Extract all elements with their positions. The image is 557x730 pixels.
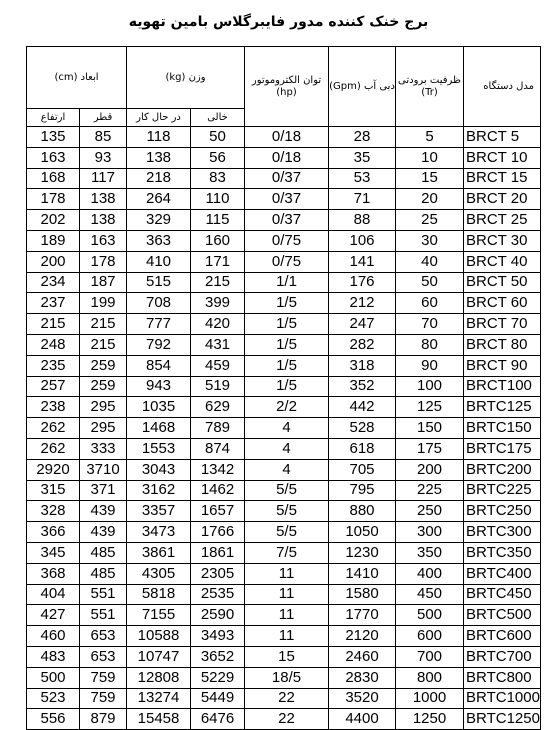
cell-height: 460	[27, 626, 80, 647]
cell-diameter: 85	[80, 127, 127, 148]
cell-model: BRTC800	[464, 667, 541, 688]
cell-weight-operating: 708	[127, 293, 191, 314]
cell-flow: 318	[329, 355, 396, 376]
cell-capacity: 90	[396, 355, 464, 376]
cell-diameter: 653	[80, 646, 127, 667]
cell-height: 262	[27, 418, 80, 439]
cell-power: 18/5	[245, 667, 329, 688]
header-weight-empty: خالی	[191, 109, 245, 127]
cell-flow: 528	[329, 418, 396, 439]
cell-height: 500	[27, 667, 80, 688]
cell-weight-operating: 854	[127, 355, 191, 376]
cell-weight-operating: 792	[127, 334, 191, 355]
cell-flow: 88	[329, 210, 396, 231]
cell-weight-empty: 2535	[191, 584, 245, 605]
cell-model: BRCT 90	[464, 355, 541, 376]
cell-flow: 1770	[329, 605, 396, 626]
cell-height: 248	[27, 334, 80, 355]
cell-power: 15	[245, 646, 329, 667]
header-weight: وزن (kg)	[127, 47, 245, 109]
cell-power: 0/37	[245, 189, 329, 210]
cell-height: 234	[27, 272, 80, 293]
cell-height: 168	[27, 168, 80, 189]
cell-model: BRTC225	[464, 480, 541, 501]
cell-flow: 1580	[329, 584, 396, 605]
cell-flow: 2830	[329, 667, 396, 688]
cell-model: BRTC1000	[464, 688, 541, 709]
cell-height: 262	[27, 438, 80, 459]
cell-capacity: 700	[396, 646, 464, 667]
cell-power: 22	[245, 709, 329, 730]
table-row	[27, 147, 541, 168]
cell-flow: 1410	[329, 563, 396, 584]
cell-flow: 705	[329, 459, 396, 480]
cell-flow: 2460	[329, 646, 396, 667]
cell-model: BRCT 80	[464, 334, 541, 355]
cell-power: 0/37	[245, 168, 329, 189]
cell-diameter: 163	[80, 230, 127, 251]
cell-flow: 4400	[329, 709, 396, 730]
cell-capacity: 600	[396, 626, 464, 647]
cell-flow: 880	[329, 501, 396, 522]
cell-power: 11	[245, 563, 329, 584]
table-row	[27, 542, 541, 563]
cell-weight-empty: 789	[191, 418, 245, 439]
cell-height: 237	[27, 293, 80, 314]
table-row	[27, 127, 541, 148]
cell-capacity: 800	[396, 667, 464, 688]
cell-capacity: 400	[396, 563, 464, 584]
cell-height: 257	[27, 376, 80, 397]
cell-height: 215	[27, 314, 80, 335]
cell-capacity: 350	[396, 542, 464, 563]
cell-diameter: 215	[80, 334, 127, 355]
cell-model: BRCT 60	[464, 293, 541, 314]
cell-weight-operating: 777	[127, 314, 191, 335]
cell-height: 2920	[27, 459, 80, 480]
cell-weight-operating: 10588	[127, 626, 191, 647]
cell-diameter: 259	[80, 376, 127, 397]
cell-weight-empty: 459	[191, 355, 245, 376]
cell-weight-operating: 264	[127, 189, 191, 210]
cell-capacity: 50	[396, 272, 464, 293]
cell-diameter: 117	[80, 168, 127, 189]
page-title: برج خنک کننده مدور فایبرگلاس بامین تهویه	[128, 14, 429, 30]
cell-height: 315	[27, 480, 80, 501]
cell-power: 0/37	[245, 210, 329, 231]
cell-weight-operating: 5818	[127, 584, 191, 605]
cell-diameter: 295	[80, 418, 127, 439]
cell-power: 5/5	[245, 522, 329, 543]
cell-weight-empty: 3652	[191, 646, 245, 667]
cell-power: 2/2	[245, 397, 329, 418]
cell-flow: 1230	[329, 542, 396, 563]
cell-height: 483	[27, 646, 80, 667]
cell-diameter: 295	[80, 397, 127, 418]
cell-capacity: 1000	[396, 688, 464, 709]
cell-diameter: 485	[80, 563, 127, 584]
cell-diameter: 759	[80, 688, 127, 709]
cell-model: BRCT 5	[464, 127, 541, 148]
cell-diameter: 138	[80, 189, 127, 210]
cell-weight-operating: 410	[127, 251, 191, 272]
cell-weight-empty: 399	[191, 293, 245, 314]
cell-diameter: 215	[80, 314, 127, 335]
cell-weight-empty: 50	[191, 127, 245, 148]
cell-diameter: 653	[80, 626, 127, 647]
table-row	[27, 626, 541, 647]
cell-height: 556	[27, 709, 80, 730]
cell-weight-empty: 1861	[191, 542, 245, 563]
cell-model: BRTC600	[464, 626, 541, 647]
table-row	[27, 646, 541, 667]
cell-weight-operating: 218	[127, 168, 191, 189]
cell-model: BRTC500	[464, 605, 541, 626]
cell-diameter: 439	[80, 522, 127, 543]
cell-height: 235	[27, 355, 80, 376]
cell-flow: 618	[329, 438, 396, 459]
cell-capacity: 175	[396, 438, 464, 459]
cell-capacity: 500	[396, 605, 464, 626]
cell-height: 238	[27, 397, 80, 418]
cell-model: BRCT 40	[464, 251, 541, 272]
cell-flow: 795	[329, 480, 396, 501]
cell-diameter: 178	[80, 251, 127, 272]
cell-weight-empty: 115	[191, 210, 245, 231]
cell-weight-operating: 3043	[127, 459, 191, 480]
cell-model: BRCT 25	[464, 210, 541, 231]
cell-capacity: 10	[396, 147, 464, 168]
cell-flow: 176	[329, 272, 396, 293]
cell-height: 523	[27, 688, 80, 709]
cell-diameter: 138	[80, 210, 127, 231]
table-row	[27, 667, 541, 688]
cell-diameter: 879	[80, 709, 127, 730]
cell-diameter: 187	[80, 272, 127, 293]
cell-power: 4	[245, 418, 329, 439]
cell-capacity: 40	[396, 251, 464, 272]
cell-weight-operating: 3357	[127, 501, 191, 522]
cell-diameter: 333	[80, 438, 127, 459]
cell-power: 11	[245, 605, 329, 626]
cell-height: 368	[27, 563, 80, 584]
cell-weight-operating: 118	[127, 127, 191, 148]
table-row	[27, 272, 541, 293]
cell-weight-empty: 56	[191, 147, 245, 168]
table-row	[27, 314, 541, 335]
table-row	[27, 210, 541, 231]
cell-weight-empty: 171	[191, 251, 245, 272]
cell-capacity: 20	[396, 189, 464, 210]
cell-power: 0/18	[245, 127, 329, 148]
cell-capacity: 80	[396, 334, 464, 355]
cell-model: BRCT100	[464, 376, 541, 397]
table-row	[27, 168, 541, 189]
cell-diameter: 439	[80, 501, 127, 522]
cell-height: 202	[27, 210, 80, 231]
cell-weight-empty: 215	[191, 272, 245, 293]
cell-flow: 2120	[329, 626, 396, 647]
cell-diameter: 93	[80, 147, 127, 168]
cell-weight-empty: 1342	[191, 459, 245, 480]
cell-weight-empty: 160	[191, 230, 245, 251]
cell-weight-empty: 1766	[191, 522, 245, 543]
cell-power: 4	[245, 459, 329, 480]
cell-model: BRTC300	[464, 522, 541, 543]
cell-power: 1/5	[245, 376, 329, 397]
cell-capacity: 300	[396, 522, 464, 543]
table-row	[27, 251, 541, 272]
header-capacity: ظرفیت برودتی (Tr)	[396, 47, 464, 127]
cell-power: 11	[245, 584, 329, 605]
cell-weight-operating: 3861	[127, 542, 191, 563]
cell-capacity: 60	[396, 293, 464, 314]
cell-flow: 282	[329, 334, 396, 355]
cell-weight-operating: 1468	[127, 418, 191, 439]
cell-power: 0/75	[245, 251, 329, 272]
cell-capacity: 5	[396, 127, 464, 148]
cell-weight-operating: 943	[127, 376, 191, 397]
cell-power: 1/5	[245, 293, 329, 314]
cell-flow: 1050	[329, 522, 396, 543]
table-row	[27, 376, 541, 397]
cell-model: BRTC700	[464, 646, 541, 667]
table-row	[27, 501, 541, 522]
cell-power: 1/1	[245, 272, 329, 293]
cell-weight-operating: 3162	[127, 480, 191, 501]
cell-diameter: 551	[80, 584, 127, 605]
cell-capacity: 450	[396, 584, 464, 605]
cell-weight-empty: 3493	[191, 626, 245, 647]
cell-height: 178	[27, 189, 80, 210]
cell-diameter: 371	[80, 480, 127, 501]
cell-power: 1/5	[245, 314, 329, 335]
cell-capacity: 1250	[396, 709, 464, 730]
cell-flow: 247	[329, 314, 396, 335]
table-row	[27, 709, 541, 730]
cell-power: 7/5	[245, 542, 329, 563]
cell-model: BRTC450	[464, 584, 541, 605]
cell-power: 1/5	[245, 355, 329, 376]
cell-weight-operating: 329	[127, 210, 191, 231]
table-row	[27, 189, 541, 210]
cell-model: BRTC350	[464, 542, 541, 563]
table-row	[27, 522, 541, 543]
cell-height: 427	[27, 605, 80, 626]
cell-power: 22	[245, 688, 329, 709]
cell-capacity: 250	[396, 501, 464, 522]
cell-height: 404	[27, 584, 80, 605]
cell-diameter: 3710	[80, 459, 127, 480]
table-row	[27, 584, 541, 605]
cell-weight-empty: 6476	[191, 709, 245, 730]
cell-model: BRTC400	[464, 563, 541, 584]
cell-power: 4	[245, 438, 329, 459]
cell-model: BRCT 10	[464, 147, 541, 168]
header-flow: دبی آب (Gpm)	[329, 47, 396, 127]
cell-capacity: 70	[396, 314, 464, 335]
cell-model: BRCT 15	[464, 168, 541, 189]
cell-model: BRTC1250	[464, 709, 541, 730]
cell-weight-operating: 12808	[127, 667, 191, 688]
cell-height: 366	[27, 522, 80, 543]
cell-weight-empty: 5229	[191, 667, 245, 688]
cell-weight-operating: 363	[127, 230, 191, 251]
cell-diameter: 551	[80, 605, 127, 626]
cell-weight-operating: 138	[127, 147, 191, 168]
table-row	[27, 293, 541, 314]
cell-flow: 106	[329, 230, 396, 251]
cell-weight-operating: 515	[127, 272, 191, 293]
cell-diameter: 759	[80, 667, 127, 688]
cell-weight-operating: 1553	[127, 438, 191, 459]
cell-diameter: 199	[80, 293, 127, 314]
cell-weight-operating: 7155	[127, 605, 191, 626]
cell-weight-operating: 10747	[127, 646, 191, 667]
cell-model: BRCT 20	[464, 189, 541, 210]
cell-power: 5/5	[245, 480, 329, 501]
header-model: مدل دستگاه	[464, 47, 541, 127]
cell-height: 200	[27, 251, 80, 272]
cell-capacity: 225	[396, 480, 464, 501]
cell-height: 135	[27, 127, 80, 148]
cell-power: 11	[245, 626, 329, 647]
header-dimensions: ابعاد (cm)	[27, 47, 127, 109]
cell-capacity: 15	[396, 168, 464, 189]
cell-height: 189	[27, 230, 80, 251]
cell-weight-operating: 4305	[127, 563, 191, 584]
table-row	[27, 480, 541, 501]
cell-weight-empty: 2305	[191, 563, 245, 584]
cell-model: BRCT 30	[464, 230, 541, 251]
header-diameter: قطر	[80, 109, 127, 127]
cell-model: BRTC175	[464, 438, 541, 459]
cell-weight-empty: 431	[191, 334, 245, 355]
cell-weight-operating: 1035	[127, 397, 191, 418]
cell-capacity: 100	[396, 376, 464, 397]
table-row	[27, 605, 541, 626]
cell-flow: 212	[329, 293, 396, 314]
table-row	[27, 459, 541, 480]
table-row	[27, 563, 541, 584]
table-row	[27, 418, 541, 439]
cell-capacity: 200	[396, 459, 464, 480]
cell-model: BRCT 70	[464, 314, 541, 335]
cell-weight-operating: 3473	[127, 522, 191, 543]
cell-flow: 141	[329, 251, 396, 272]
cell-model: BRTC250	[464, 501, 541, 522]
cell-weight-empty: 5449	[191, 688, 245, 709]
cell-diameter: 485	[80, 542, 127, 563]
cell-flow: 3520	[329, 688, 396, 709]
cell-flow: 352	[329, 376, 396, 397]
cell-weight-operating: 13274	[127, 688, 191, 709]
cell-power: 0/75	[245, 230, 329, 251]
table-body	[27, 127, 541, 730]
cell-height: 163	[27, 147, 80, 168]
cell-capacity: 30	[396, 230, 464, 251]
cell-weight-empty: 1462	[191, 480, 245, 501]
cell-capacity: 150	[396, 418, 464, 439]
cell-flow: 71	[329, 189, 396, 210]
cell-weight-empty: 1657	[191, 501, 245, 522]
cell-height: 328	[27, 501, 80, 522]
cell-weight-empty: 2590	[191, 605, 245, 626]
cell-power: 5/5	[245, 501, 329, 522]
cell-flow: 442	[329, 397, 396, 418]
table-row	[27, 438, 541, 459]
header-height: ارتفاع	[27, 109, 80, 127]
cell-power: 0/18	[245, 147, 329, 168]
table-row	[27, 397, 541, 418]
cell-weight-empty: 420	[191, 314, 245, 335]
cell-capacity: 125	[396, 397, 464, 418]
header-row	[27, 47, 541, 109]
cell-diameter: 259	[80, 355, 127, 376]
cell-model: BRTC150	[464, 418, 541, 439]
header-weight-operating: در حال کار	[127, 109, 191, 127]
cell-model: BRTC200	[464, 459, 541, 480]
cell-model: BRCT 50	[464, 272, 541, 293]
cell-capacity: 25	[396, 210, 464, 231]
cell-model: BRTC125	[464, 397, 541, 418]
cooling-tower-spec-table	[26, 46, 541, 730]
cell-flow: 28	[329, 127, 396, 148]
cell-height: 345	[27, 542, 80, 563]
table-row	[27, 355, 541, 376]
table-row	[27, 334, 541, 355]
table-row	[27, 688, 541, 709]
cell-power: 1/5	[245, 334, 329, 355]
cell-weight-empty: 83	[191, 168, 245, 189]
cell-weight-empty: 874	[191, 438, 245, 459]
cell-weight-empty: 629	[191, 397, 245, 418]
cell-flow: 35	[329, 147, 396, 168]
cell-weight-operating: 15458	[127, 709, 191, 730]
header-power: توان الکتروموتور (hp)	[245, 47, 329, 127]
cell-weight-empty: 110	[191, 189, 245, 210]
cell-weight-empty: 519	[191, 376, 245, 397]
cell-flow: 53	[329, 168, 396, 189]
table-row	[27, 230, 541, 251]
